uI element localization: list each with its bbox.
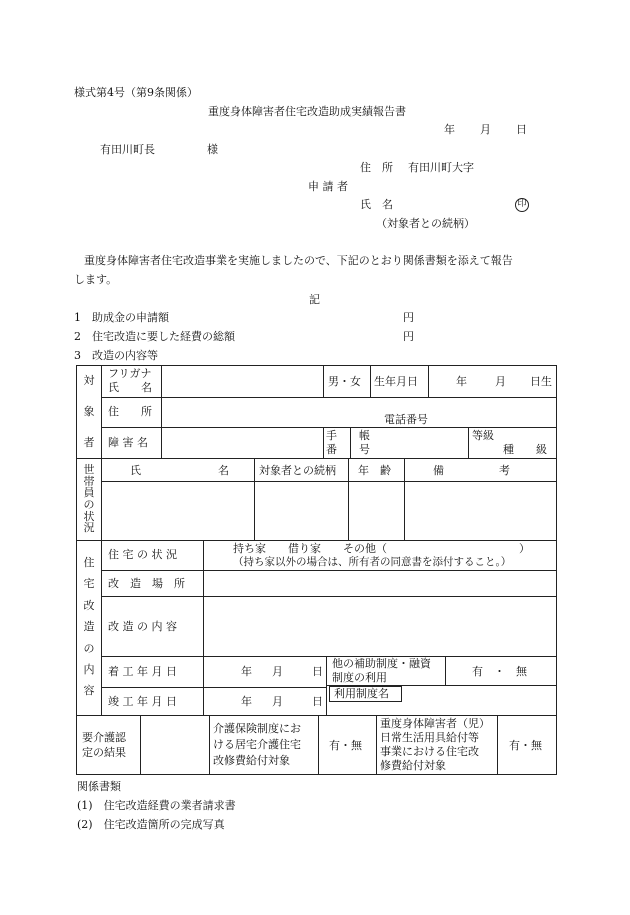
used-system-label: 利用制度名 — [334, 687, 389, 700]
birth-month-label: 月 — [495, 375, 506, 388]
birth-day-label: 日生 — [530, 375, 552, 388]
subject-address-label: 住 所 — [108, 405, 152, 418]
related-docs-heading: 関係書類 — [77, 780, 121, 793]
intro-line-2: します。 — [74, 273, 118, 286]
relation-note: （対象者との続柄） — [376, 217, 475, 230]
start-month-label: 月 — [272, 665, 283, 678]
document-title: 重度身体障害者住宅改造助成実績報告書 — [208, 105, 406, 118]
subject-group-label: 対 象 者 — [83, 374, 95, 449]
item1-label: 1 助成金の申請額 — [74, 311, 169, 324]
end-month-label: 月 — [272, 695, 283, 708]
item1-unit: 円 — [403, 311, 414, 324]
birth-date-label: 生年月日 — [374, 375, 418, 388]
sex-field[interactable]: 男・女 — [328, 375, 361, 388]
address-value: 有田川町大字 — [408, 161, 474, 174]
date-month-label: 月 — [480, 123, 491, 136]
date-day-label: 日 — [516, 123, 527, 136]
addressee: 有田川町長 — [100, 143, 155, 156]
care-insurance-label-1: 介護保険制度にお — [213, 722, 301, 735]
birth-year-label: 年 — [456, 375, 467, 388]
name-label: 氏 名 — [360, 198, 393, 211]
phone-label: 電話番号 — [384, 413, 428, 426]
household-relation-header: 対象者との続柄 — [259, 464, 336, 477]
related-doc-2: (2) 住宅改造箇所の完成写真 — [77, 818, 225, 831]
grade-label: 等級 — [472, 429, 494, 442]
severe-disability-label-4: 修費給付対象 — [380, 759, 446, 772]
intro-line-1: 重度身体障害者住宅改造事業を実施しましたので、下記のとおり関係書類を添えて報告 — [84, 254, 513, 267]
item2-label: 2 住宅改造に要した経費の総額 — [74, 330, 235, 343]
care-insurance-label-3: 改修費給付対象 — [213, 754, 290, 767]
severe-disability-label-2: 日常生活用具給付等 — [380, 731, 479, 744]
end-day-label: 日 — [312, 695, 323, 708]
household-name-header: 氏 名 — [130, 464, 229, 477]
subject-name-label: 氏 名 — [108, 381, 152, 394]
start-day-label: 日 — [312, 665, 323, 678]
disability-label: 障 害 名 — [108, 436, 148, 449]
severe-disability-yes-no[interactable]: 有・無 — [509, 739, 542, 752]
household-age-header: 年 齢 — [358, 464, 391, 477]
related-doc-1: (1) 住宅改造経費の業者請求書 — [77, 799, 236, 812]
housing-status-options[interactable]: 持ち家 借り家 その他（ ） — [233, 542, 530, 555]
end-year-label: 年 — [241, 695, 252, 708]
care-result-label-2: 定の結果 — [82, 746, 126, 759]
household-group-label: 世 帯 員 の 状 況 — [83, 463, 95, 535]
renovation-location-label: 改 造 場 所 — [108, 577, 185, 590]
renovation-group-label: 住 宅 改 造 の 内 容 — [83, 555, 95, 698]
notebook-label-2: 番 号 — [326, 443, 370, 456]
seal-mark: 印 — [515, 198, 529, 212]
housing-status-label: 住 宅 の 状 況 — [108, 548, 177, 561]
item2-unit: 円 — [403, 330, 414, 343]
severe-disability-label-3: 事業における住宅改 — [380, 745, 479, 758]
ki-heading: 記 — [309, 293, 320, 306]
form-number: 様式第4号（第9条関係） — [74, 86, 198, 99]
start-year-label: 年 — [241, 665, 252, 678]
furigana-label: フリガナ — [108, 367, 152, 380]
kind-label: 種 級 — [503, 443, 547, 456]
other-system-yes-no[interactable]: 有 ・ 無 — [472, 665, 527, 678]
household-remarks-header: 備 考 — [433, 464, 510, 477]
other-system-label-1: 他の補助制度・融資 — [332, 657, 431, 670]
severe-disability-label-1: 重度身体障害者（児） — [380, 717, 490, 730]
item3-label: 3 改造の内容等 — [74, 349, 158, 362]
applicant-label: 申 請 者 — [308, 180, 348, 193]
other-system-label-2: 制度の利用 — [332, 671, 387, 684]
notebook-label-1: 手 帳 — [326, 429, 370, 442]
care-result-label-1: 要介護認 — [82, 731, 126, 744]
renovation-content-label: 改 造 の 内 容 — [108, 620, 177, 633]
end-date-label: 竣 工 年 月 日 — [108, 695, 177, 708]
address-label: 住 所 — [360, 161, 393, 174]
addressee-suffix: 様 — [207, 143, 218, 156]
date-year-label: 年 — [444, 123, 455, 136]
care-insurance-label-2: ける居宅介護住宅 — [213, 738, 301, 751]
housing-status-note: （持ち家以外の場合は、所有者の同意書を添付すること。） — [233, 556, 512, 568]
start-date-label: 着 工 年 月 日 — [108, 665, 177, 678]
care-insurance-yes-no[interactable]: 有・無 — [329, 739, 362, 752]
